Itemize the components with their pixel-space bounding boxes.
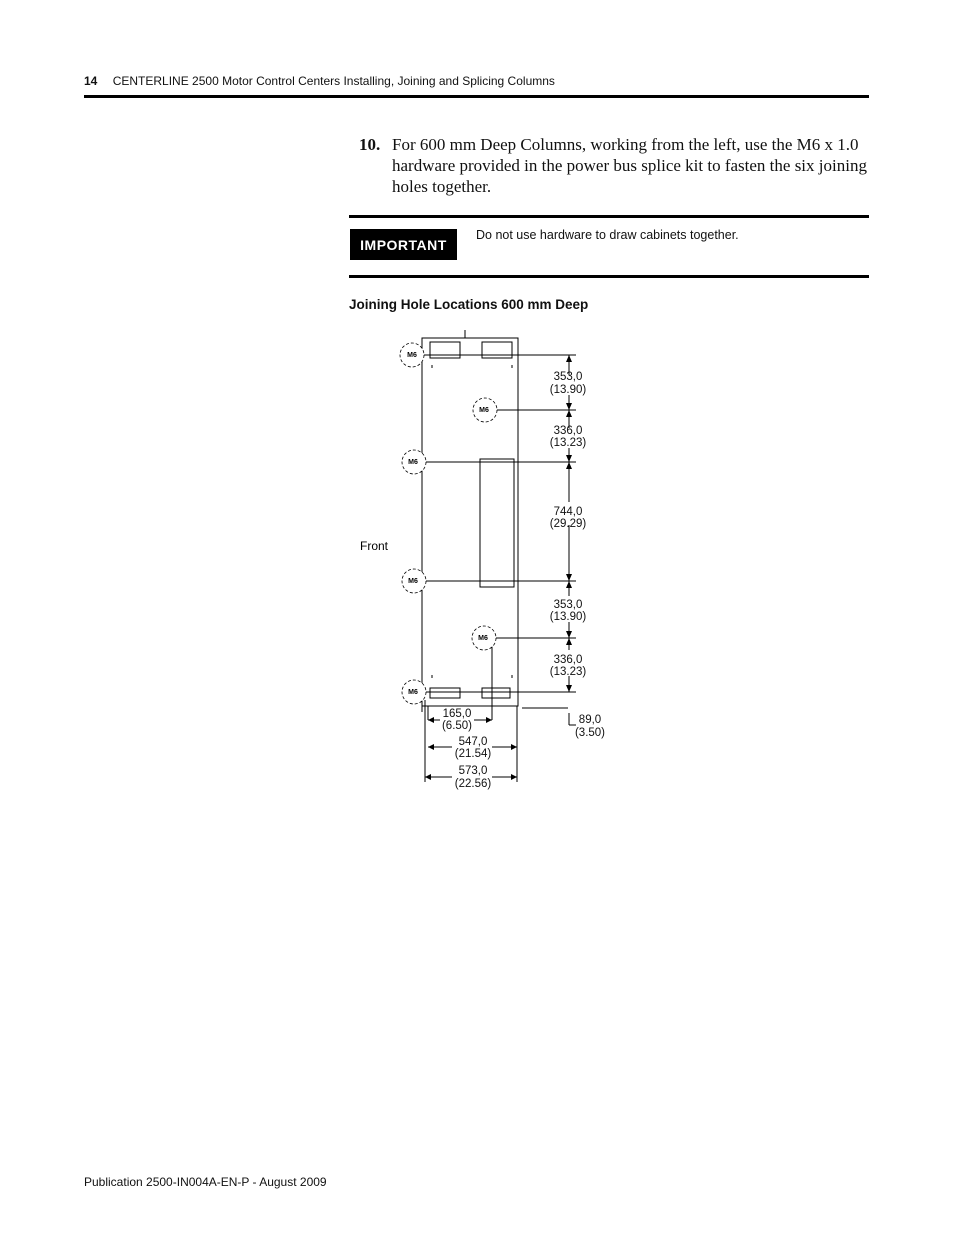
- header-title: CENTERLINE 2500 Motor Control Centers Installing, Joining and Splicing Columns: [112, 74, 555, 88]
- dim-1-in: (13.90): [549, 384, 587, 396]
- dim-5-in: (13.23): [549, 666, 587, 678]
- cabinet-outline: [422, 338, 518, 706]
- step-text: For 600 mm Deep Columns, working from the left, use the M6 x 1.0 hardware provided in the power bus splice kit to fasten the six joining holes together.: [392, 135, 867, 196]
- dim-3-mm: 744,0: [553, 506, 583, 518]
- step-10: [359, 134, 874, 197]
- dim-2-in: (13.23): [549, 437, 587, 449]
- figure-title: Joining Hole Locations 600 mm Deep: [349, 297, 589, 312]
- dim-8-in: (21.54): [454, 748, 492, 760]
- hole-label-6: M6: [408, 689, 418, 696]
- dim-7-mm: 165,0: [442, 708, 472, 720]
- hole-label-3: M6: [408, 459, 418, 466]
- dim-1-mm: 353,0: [553, 371, 583, 383]
- hole-label-1: M6: [407, 352, 417, 359]
- dim-6-mm: 89,0: [578, 714, 602, 726]
- dim-5-mm: 336,0: [553, 654, 583, 666]
- important-text: Do not use hardware to draw cabinets together.: [476, 228, 739, 242]
- footer-publication: Publication 2500-IN004A-EN-P - August 2009: [84, 1175, 327, 1189]
- hole-label-5: M6: [478, 635, 488, 642]
- dim-9-in: (22.56): [454, 778, 492, 790]
- joining-hole-diagram: [340, 320, 630, 805]
- important-rule-bottom: [349, 275, 869, 278]
- dim-2-mm: 336,0: [553, 425, 583, 437]
- page-number: 14: [84, 74, 98, 88]
- hole-label-2: M6: [479, 407, 489, 414]
- dim-4-mm: 353,0: [553, 599, 583, 611]
- center-panel: [480, 459, 514, 587]
- dim-7-in: (6.50): [441, 720, 473, 732]
- important-rule-top: [349, 215, 869, 218]
- header-rule: [84, 95, 869, 98]
- dim-6-in: (3.50): [574, 727, 606, 739]
- dim-8-mm: 547,0: [458, 736, 488, 748]
- step-number: 10.: [359, 135, 381, 154]
- important-badge: IMPORTANT: [350, 229, 457, 260]
- front-label: Front: [360, 539, 389, 553]
- running-header: [84, 74, 555, 88]
- dim-3-in: (29.29): [549, 518, 587, 530]
- dim-9-mm: 573,0: [458, 765, 488, 777]
- hole-label-4: M6: [408, 578, 418, 585]
- diagram-svg: [340, 320, 630, 800]
- dim-4-in: (13.90): [549, 611, 587, 623]
